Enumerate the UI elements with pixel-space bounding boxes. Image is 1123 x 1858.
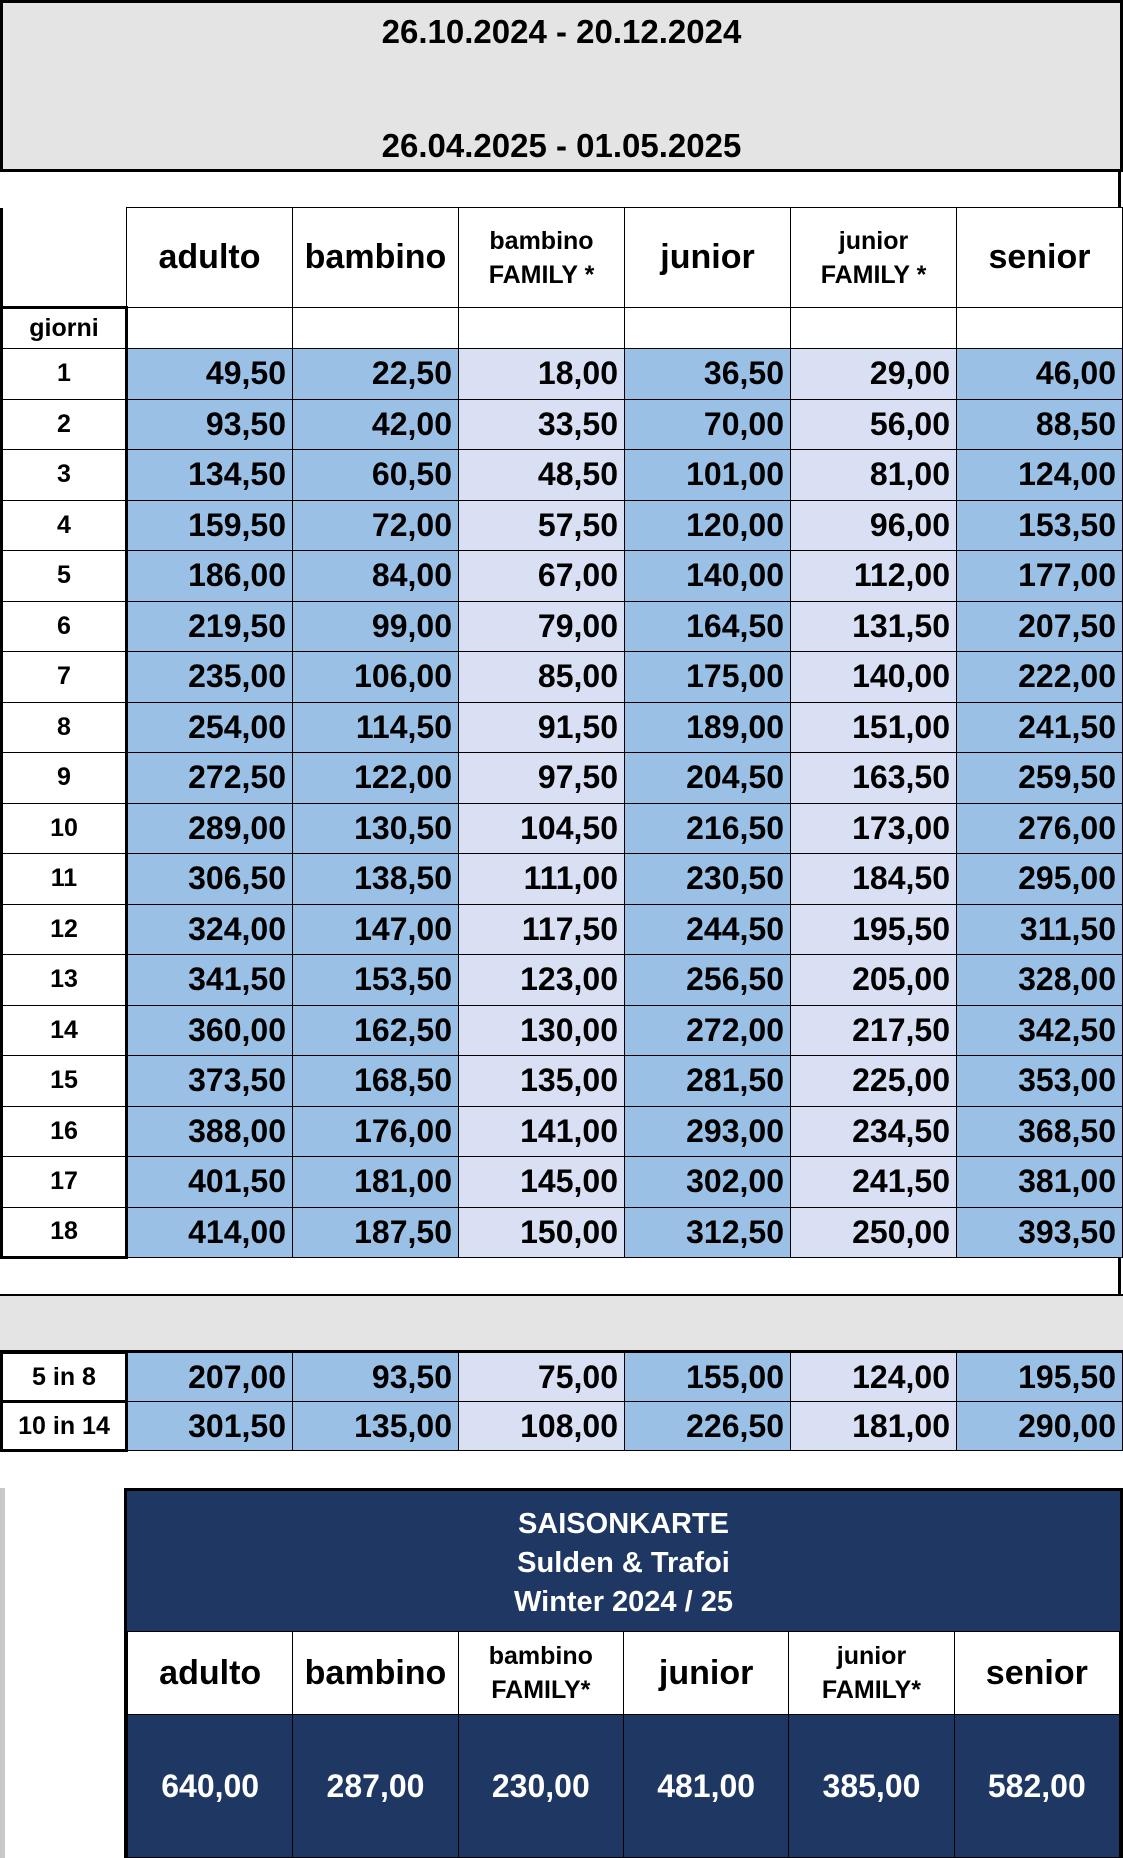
day-cell: 7 [2,652,127,703]
price-cell: 373,50 [127,1056,293,1107]
price-cell: 70,00 [625,399,791,450]
table-row [2,1005,1123,1056]
flex-price-cell: 155,00 [625,1353,791,1402]
flex-price-cell: 135,00 [293,1402,459,1451]
price-cell: 36,50 [625,349,791,400]
price-cell: 276,00 [957,803,1123,854]
price-cell: 67,00 [459,551,625,602]
price-cell: 151,00 [791,702,957,753]
price-cell: 342,50 [957,1005,1123,1056]
flex-price-cell: 195,50 [957,1353,1123,1402]
price-cell: 230,50 [625,854,791,905]
table-row [2,652,1123,703]
season-value-row [128,1715,1120,1858]
price-cell: 101,00 [625,450,791,501]
day-cell: 8 [2,702,127,753]
table-row [2,955,1123,1006]
price-cell: 81,00 [791,450,957,501]
price-cell: 72,00 [293,500,459,551]
price-cell: 311,50 [957,904,1123,955]
price-cell: 48,50 [459,450,625,501]
price-cell: 22,50 [293,349,459,400]
day-cell: 11 [2,854,127,905]
day-cell: 12 [2,904,127,955]
price-cell: 306,50 [127,854,293,905]
price-cell: 272,00 [625,1005,791,1056]
table-row [2,803,1123,854]
price-cell: 368,50 [957,1106,1123,1157]
season-column-header-5: senior [954,1632,1119,1715]
day-cell: 14 [2,1005,127,1056]
day-cell: 10 [2,803,127,854]
flex-price-cell: 301,50 [127,1402,293,1451]
flex-pass-table [0,1351,1123,1452]
price-cell: 259,50 [957,753,1123,804]
price-cell: 164,50 [625,601,791,652]
day-cell: 1 [2,349,127,400]
price-cell: 138,50 [293,854,459,905]
table-row [2,450,1123,501]
price-cell: 140,00 [625,551,791,602]
price-cell: 56,00 [791,399,957,450]
price-cell: 140,00 [791,652,957,703]
flex-price-cell: 93,50 [293,1353,459,1402]
price-cell: 130,50 [293,803,459,854]
column-header-4: junior FAMILY * [791,208,957,308]
empty-cell [625,308,791,349]
price-cell: 91,50 [459,702,625,753]
price-cell: 324,00 [127,904,293,955]
day-cell: 17 [2,1157,127,1208]
left-edge-strip [0,1488,5,1858]
season-column-header-1: bambino [293,1632,458,1715]
price-cell: 241,50 [791,1157,957,1208]
price-cell: 187,50 [293,1207,459,1258]
days-label-row [2,308,1123,349]
price-cell: 106,00 [293,652,459,703]
price-cell: 256,50 [625,955,791,1006]
flex-row [2,1353,1123,1402]
flex-price-cell: 207,00 [127,1353,293,1402]
price-cell: 104,50 [459,803,625,854]
season-column-header-4: junior FAMILY* [789,1632,954,1715]
empty-cell [791,308,957,349]
price-cell: 250,00 [791,1207,957,1258]
flex-row [2,1402,1123,1451]
price-cell: 134,50 [127,450,293,501]
flex-price-cell: 181,00 [791,1402,957,1451]
table-row [2,1056,1123,1107]
price-cell: 181,00 [293,1157,459,1208]
season-title-line-1: SAISONKARTE [517,1508,730,1540]
price-cell: 123,00 [459,955,625,1006]
day-cell: 13 [2,955,127,1006]
price-cell: 184,50 [791,854,957,905]
day-cell: 15 [2,1056,127,1107]
price-cell: 97,50 [459,753,625,804]
price-cell: 131,50 [791,601,957,652]
price-cell: 225,00 [791,1056,957,1107]
price-cell: 49,50 [127,349,293,400]
price-cell: 141,00 [459,1106,625,1157]
table-row [2,349,1123,400]
price-cell: 244,50 [625,904,791,955]
price-cell: 176,00 [293,1106,459,1157]
day-cell: 5 [2,551,127,602]
price-cell: 79,00 [459,601,625,652]
table-row [2,904,1123,955]
column-header-row [2,208,1123,308]
season-column-header-0: adulto [128,1632,293,1715]
price-cell: 302,00 [625,1157,791,1208]
table-row [2,702,1123,753]
column-header-3: junior [625,208,791,308]
price-cell: 111,00 [459,854,625,905]
season-pass-block [124,1488,1123,1858]
period-2: 26.04.2025 - 01.05.2025 [381,127,742,164]
table-row [2,551,1123,602]
price-cell: 99,00 [293,601,459,652]
price-cell: 295,00 [957,854,1123,905]
day-cell: 3 [2,450,127,501]
price-cell: 85,00 [459,652,625,703]
price-cell: 186,00 [127,551,293,602]
price-cell: 130,00 [459,1005,625,1056]
price-cell: 177,00 [957,551,1123,602]
price-cell: 153,50 [293,955,459,1006]
season-price-cell: 287,00 [293,1715,458,1858]
price-cell: 159,50 [127,500,293,551]
season-price-cell: 640,00 [128,1715,293,1858]
season-title [127,1491,1120,1631]
day-cell: 9 [2,753,127,804]
day-cell: 18 [2,1207,127,1258]
price-cell: 289,00 [127,803,293,854]
price-cell: 135,00 [459,1056,625,1107]
price-cell: 88,50 [957,399,1123,450]
price-cell: 312,50 [625,1207,791,1258]
validity-header [0,0,1123,172]
table-row [2,753,1123,804]
price-cell: 353,00 [957,1056,1123,1107]
price-cell: 93,50 [127,399,293,450]
price-cell: 235,00 [127,652,293,703]
table-row [2,399,1123,450]
price-cell: 234,50 [791,1106,957,1157]
price-cell: 360,00 [127,1005,293,1056]
price-cell: 153,50 [957,500,1123,551]
season-price-cell: 385,00 [789,1715,954,1858]
table-row [2,1207,1123,1258]
day-cell: 16 [2,1106,127,1157]
price-cell: 60,50 [293,450,459,501]
corner-cell [2,208,127,308]
price-cell: 241,50 [957,702,1123,753]
price-cell: 205,00 [791,955,957,1006]
empty-cell [459,308,625,349]
price-cell: 207,50 [957,601,1123,652]
empty-cell [293,308,459,349]
price-cell: 195,50 [791,904,957,955]
day-cell: 6 [2,601,127,652]
price-cell: 42,00 [293,399,459,450]
column-header-5: senior [957,208,1123,308]
table-row [2,1157,1123,1208]
season-price-cell: 582,00 [954,1715,1119,1858]
price-cell: 145,00 [459,1157,625,1208]
price-cell: 401,50 [127,1157,293,1208]
season-price-cell: 230,00 [458,1715,623,1858]
flex-price-cell: 226,50 [625,1402,791,1451]
separator-band [0,1294,1123,1352]
column-header-0: adulto [127,208,293,308]
table-row [2,500,1123,551]
price-cell: 281,50 [625,1056,791,1107]
season-column-header-2: bambino FAMILY* [458,1632,623,1715]
price-cell: 120,00 [625,500,791,551]
price-cell: 84,00 [293,551,459,602]
flex-day-cell: 10 in 14 [2,1402,127,1451]
price-cell: 173,00 [791,803,957,854]
days-label: giorni [2,308,127,349]
empty-cell [127,308,293,349]
season-title-line-3: Winter 2024 / 25 [514,1586,733,1618]
price-cell: 96,00 [791,500,957,551]
season-price-cell: 481,00 [623,1715,788,1858]
price-cell: 124,00 [957,450,1123,501]
price-cell: 29,00 [791,349,957,400]
price-cell: 46,00 [957,349,1123,400]
flex-day-cell: 5 in 8 [2,1353,127,1402]
flex-price-cell: 108,00 [459,1402,625,1451]
table-row [2,601,1123,652]
price-cell: 150,00 [459,1207,625,1258]
period-1: 26.10.2024 - 20.12.2024 [381,13,742,50]
column-header-2: bambino FAMILY * [459,208,625,308]
price-cell: 381,00 [957,1157,1123,1208]
season-price-table [127,1631,1120,1858]
price-cell: 33,50 [459,399,625,450]
season-column-header-3: junior [623,1632,788,1715]
column-header-1: bambino [293,208,459,308]
price-cell: 272,50 [127,753,293,804]
price-cell: 175,00 [625,652,791,703]
price-cell: 147,00 [293,904,459,955]
price-cell: 168,50 [293,1056,459,1107]
season-title-line-2: Sulden & Trafoi [517,1547,730,1579]
day-cell: 4 [2,500,127,551]
price-cell: 219,50 [127,601,293,652]
price-cell: 216,50 [625,803,791,854]
season-header-row [128,1632,1120,1715]
price-cell: 254,00 [127,702,293,753]
price-cell: 18,00 [459,349,625,400]
flex-price-cell: 290,00 [957,1402,1123,1451]
price-cell: 414,00 [127,1207,293,1258]
table-row [2,854,1123,905]
price-cell: 204,50 [625,753,791,804]
price-cell: 112,00 [791,551,957,602]
price-cell: 222,00 [957,652,1123,703]
price-cell: 341,50 [127,955,293,1006]
price-cell: 122,00 [293,753,459,804]
price-cell: 293,00 [625,1106,791,1157]
daily-price-table [0,207,1123,1259]
price-cell: 388,00 [127,1106,293,1157]
price-cell: 328,00 [957,955,1123,1006]
price-cell: 117,50 [459,904,625,955]
price-cell: 217,50 [791,1005,957,1056]
price-cell: 189,00 [625,702,791,753]
flex-price-cell: 75,00 [459,1353,625,1402]
flex-price-cell: 124,00 [791,1353,957,1402]
table-row [2,1106,1123,1157]
price-cell: 162,50 [293,1005,459,1056]
empty-cell [957,308,1123,349]
day-cell: 2 [2,399,127,450]
price-cell: 57,50 [459,500,625,551]
price-cell: 114,50 [293,702,459,753]
price-cell: 393,50 [957,1207,1123,1258]
price-cell: 163,50 [791,753,957,804]
